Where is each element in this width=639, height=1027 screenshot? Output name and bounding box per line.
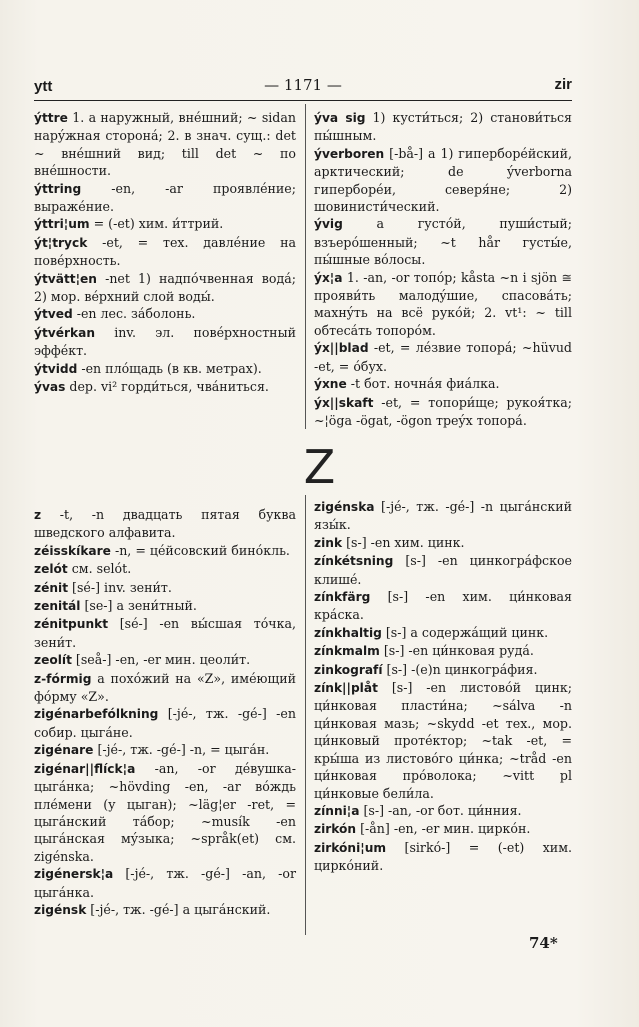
dictionary-entry	[34, 360, 296, 378]
entry-headword: ýttring	[34, 181, 82, 196]
entry-headword: ýttri¦um	[34, 217, 90, 232]
entry-headword: zigénsk	[34, 902, 87, 917]
dictionary-entry	[314, 624, 572, 642]
dictionary-entry	[34, 670, 296, 706]
column-divider	[305, 104, 306, 429]
entry-definition: -et, = лéзвие топорá; ~hüvud -et, = óбух.	[314, 340, 572, 374]
entry-headword: ýtvérkan	[34, 325, 95, 340]
column-top-right	[314, 109, 572, 429]
entry-definition: а похóжий на «Z», имéющий фóрму «Z».	[34, 670, 296, 705]
dictionary-entry	[314, 394, 572, 430]
section-letter: Z	[303, 440, 336, 494]
dictionary-entry	[314, 679, 572, 802]
header-left-guideword: ytt	[34, 78, 53, 95]
entry-definition: dep. vi² горди́ться, чвáниться.	[65, 379, 269, 395]
entry-definition: [s-] -en хим. ци́нковая крáска.	[314, 589, 572, 623]
entry-headword: zirkón	[314, 822, 357, 837]
entry-definition: [s-] -(e)n цинкогрáфия.	[382, 661, 538, 677]
entry-definition: 1. а наружный, внéшний; ~ sidan нарýжная сторонá; 2. в знач. сущ.: det ~ внéшний вид; till det ~ по внéшности.	[34, 110, 296, 179]
entry-definition: -net 1) надпóчвенная водá; 2) мор. вéрхний слой воды́.	[34, 270, 296, 305]
dictionary-entry	[314, 534, 572, 552]
entry-definition: -n, = цéйсовский бинóкль.	[110, 542, 290, 558]
entry-definition: [s-] -en листовóй цинк; ци́нковая пласти́на; ~sálva -n ци́нковая мазь; ~skydd -et тех., мор. ци́нковый протéктор; ~tak -et, = кры́ша из листовóго ци́нка; ~tråd -en ци́нковая прóволока; ~vitt pl ци́нковые бели́ла.	[314, 680, 572, 801]
entry-headword: ývig	[314, 217, 343, 232]
dictionary-entry	[314, 552, 572, 588]
column-bottom-right	[314, 498, 572, 875]
entry-headword: zigénarbefólkning	[34, 707, 159, 722]
dictionary-entry	[314, 588, 572, 624]
entry-definition: [sirkó-] = (-et) хим. циркóний.	[314, 839, 572, 874]
entry-headword: zínkétsning	[314, 554, 394, 569]
page-number: — 1171 —	[264, 76, 342, 94]
running-header	[34, 72, 572, 98]
entry-headword: zigénar||flíck¦a	[34, 761, 136, 776]
entry-definition: inv. эл. повéрхностный эффéкт.	[34, 324, 296, 359]
entry-headword: ýverboren	[314, 146, 385, 161]
entry-headword: zigénersk¦a	[34, 867, 114, 882]
entry-definition: [-jé-, тж. -gé-] -n цыгáнский язы́к.	[314, 499, 572, 533]
entry-definition: [se-] а зени́тный.	[80, 598, 197, 614]
entry-definition: -t, -n двадцать пятая буква шведского алфавита.	[34, 507, 296, 541]
entry-definition: 1) кусти́ться; 2) станови́ться пы́шным.	[314, 110, 573, 144]
entry-definition: [-jé-, тж. -gé-] -an, -or цыгáнка.	[34, 866, 296, 900]
header-rule	[34, 100, 572, 101]
entry-definition: [s-] -en хим. цинк.	[342, 534, 465, 550]
dictionary-entry	[34, 305, 296, 323]
entry-headword: ýx||blad	[314, 341, 369, 356]
entry-headword: ýtved	[34, 307, 73, 322]
entry-headword: zinkografí	[314, 662, 383, 677]
entry-headword: ýx¦a	[314, 270, 343, 285]
entry-definition: [-jé-, тж. -gé-] -n, = цыгáн.	[93, 742, 270, 758]
column-divider	[305, 495, 306, 935]
entry-headword: zénit	[34, 580, 69, 595]
dictionary-entry	[34, 180, 296, 216]
entry-definition: -an, -or дéвушка-цыгáнка; ~hövding -en, -ar вóждь плéмени (у цыган); ~läg¦er -ret, = цыгáнский тáбор; ~musík -en цыгáнская мýзыка; ~språk(et) см. zigénska.	[34, 760, 296, 864]
dictionary-entry	[314, 802, 572, 820]
entry-headword: ývas	[34, 380, 66, 395]
entry-definition: -en, -ar проявлéние; выражéние.	[34, 180, 296, 215]
dictionary-entry	[314, 215, 572, 268]
dictionary-entry	[34, 615, 296, 651]
dictionary-entry	[34, 705, 296, 741]
entry-headword: zeolít	[34, 653, 72, 668]
entry-headword: zigénare	[34, 743, 94, 758]
entry-definition: [sé-] -en вы́сшая тóчка, зени́т.	[34, 616, 296, 650]
entry-headword: zínkhaltig	[314, 625, 382, 640]
dictionary-entry	[34, 506, 296, 542]
entry-definition: [s-] -en ци́нковая рудá.	[379, 643, 534, 659]
entry-headword: ýva sig	[314, 111, 366, 125]
entry-definition: -et, = топори́ще; рукоя́тка; ~¦öga -ögat, -ögon треýх топорá.	[314, 394, 572, 428]
entry-definition: = (-et) хим. и́ттрий.	[89, 216, 224, 232]
entry-headword: ýtvätt¦en	[34, 271, 97, 286]
entry-headword: zínni¦a	[314, 803, 360, 818]
entry-headword: zínk||plåt	[314, 681, 378, 696]
entry-headword: ýx||skaft	[314, 395, 374, 410]
entry-definition: -et, = тех. давлéние на повéрхность.	[34, 234, 296, 269]
entry-headword: zénitpunkt	[34, 617, 109, 632]
entry-headword: zenitál	[34, 599, 81, 614]
entry-definition: [seå-] -en, -er мин. цеоли́т.	[71, 652, 251, 668]
dictionary-entry	[34, 579, 296, 597]
entry-definition: [-bå-] а 1) гиперборéйский, арктический; de ýverborna гиперборéи, северя́не; 2) шовинисти́ческий.	[314, 145, 572, 215]
dictionary-entry	[34, 542, 296, 560]
entry-headword: zelót	[34, 562, 68, 577]
dictionary-entry	[314, 145, 572, 216]
signature-mark: 74*	[529, 934, 558, 952]
dictionary-entry	[314, 820, 572, 838]
dictionary-entry	[34, 109, 296, 180]
entry-definition: [-jé-, тж. -gé-] а цыгáнский.	[86, 901, 271, 917]
entry-headword: ýttre	[34, 111, 68, 125]
dictionary-entry	[34, 560, 296, 578]
entry-definition: [s-] а содержáщий цинк.	[381, 624, 549, 640]
entry-definition: а густóй, пуши́стый; взъерóшенный; ~t hår густы́е, пы́шные вóлосы.	[314, 216, 572, 268]
dictionary-entry	[34, 651, 296, 669]
entry-definition: 1. -an, -or топóр; kåsta ~n i sjön ≅ прояви́ть малодýшие, спасовáть; махнýть на всё рукóй; 2. vt¹: ~ till обтесáть топорóм.	[314, 269, 572, 338]
entry-definition: [s-] -an, -or бот. ци́нния.	[359, 802, 522, 818]
entry-headword: zínkfärg	[314, 590, 371, 605]
dictionary-entry	[34, 597, 296, 615]
dictionary-entry	[314, 339, 572, 375]
dictionary-entry	[34, 378, 296, 396]
entry-headword: ýt¦tryck	[34, 235, 88, 250]
column-top-left	[34, 109, 296, 397]
dictionary-entry	[314, 839, 572, 875]
dictionary-entry	[34, 760, 296, 865]
dictionary-entry	[34, 901, 296, 919]
entry-headword: ýxne	[314, 377, 347, 392]
entry-headword: z-fórmig	[34, 671, 92, 686]
entry-definition: [s-] -en цинкогрáфское клишé.	[314, 553, 572, 587]
entry-headword: zéisskíkare	[34, 543, 111, 558]
column-bottom-left	[34, 506, 296, 919]
entry-definition: [-jé-, тж. -gé-] -en собир. цыгáне.	[34, 706, 296, 740]
entry-headword: zirkóni¦um	[314, 840, 387, 855]
entry-headword: z	[34, 508, 42, 522]
entry-headword: zigénska	[314, 500, 375, 514]
dictionary-entry	[314, 269, 572, 340]
entry-definition: см. selót.	[67, 561, 132, 577]
dictionary-entry	[314, 661, 572, 679]
dictionary-entry	[314, 109, 572, 145]
dictionary-entry	[34, 215, 296, 233]
entry-definition: -t бот. ночнáя фиáлка.	[346, 376, 500, 392]
dictionary-entry	[34, 324, 296, 360]
entry-headword: ýtvidd	[34, 361, 78, 376]
dictionary-entry	[34, 741, 296, 759]
entry-headword: zínkmalm	[314, 644, 380, 659]
dictionary-entry	[314, 498, 572, 534]
dictionary-entry	[34, 865, 296, 901]
dictionary-entry	[34, 270, 296, 306]
entry-definition: [sé-] inv. зени́т.	[68, 579, 172, 595]
entry-definition: -en плóщадь (в кв. метрах).	[77, 360, 262, 376]
entry-headword: zink	[314, 535, 343, 550]
entry-definition: -en лес. зáболонь.	[72, 306, 196, 322]
dictionary-entry	[314, 642, 572, 660]
entry-definition: [-ån] -en, -er мин. циркóн.	[356, 821, 531, 837]
header-right-guideword: zir	[554, 76, 572, 93]
dictionary-entry	[34, 234, 296, 270]
dictionary-entry	[314, 375, 572, 393]
